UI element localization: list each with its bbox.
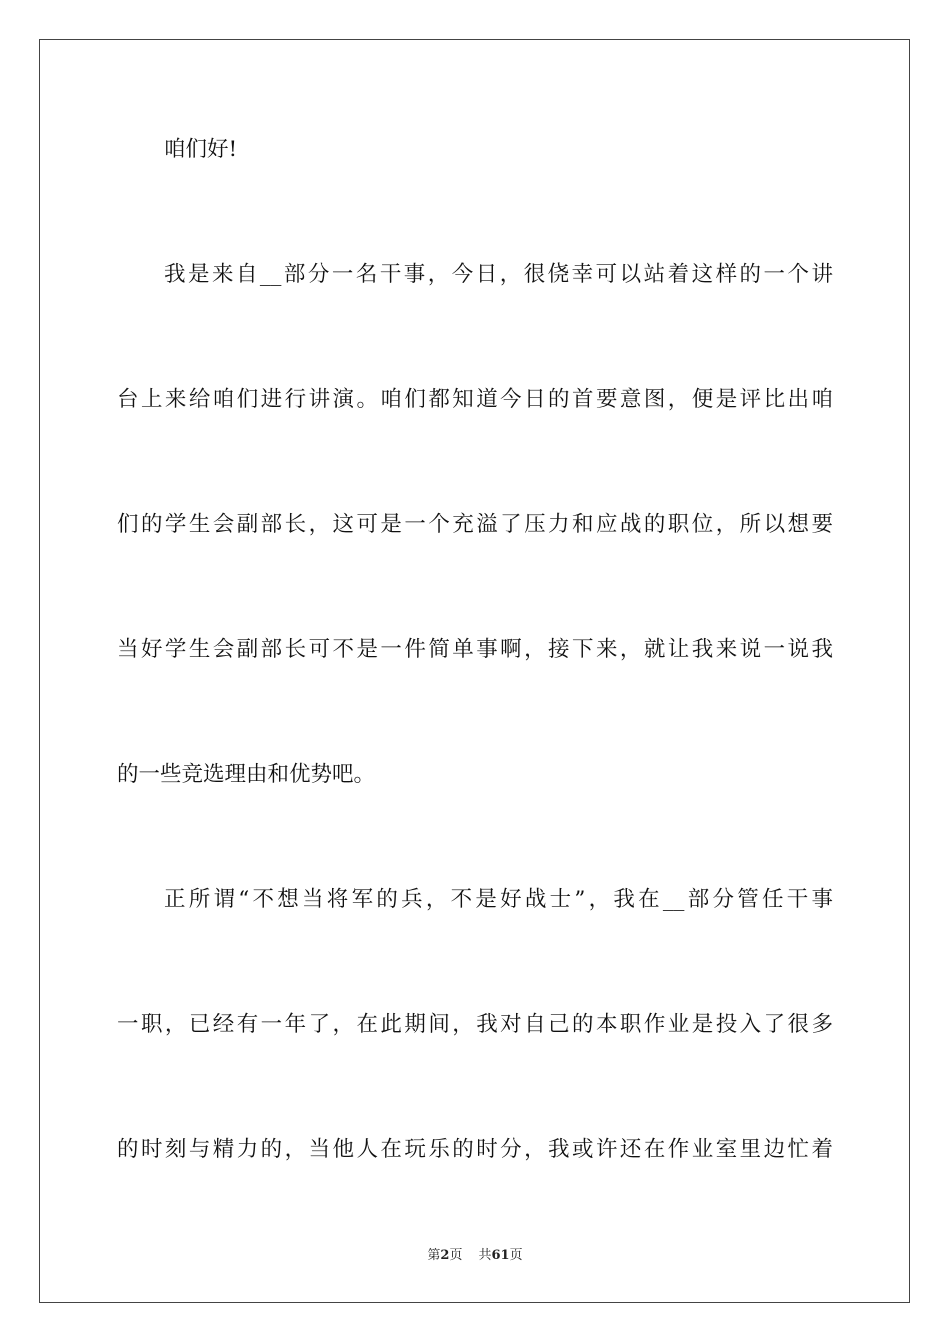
page-number: 2: [440, 1248, 450, 1263]
greeting-line: 咱们好!: [164, 137, 238, 162]
paragraph-line: 一职，已经有一年了，在此期间，我对自己的本职作业是投入了很多: [117, 1012, 833, 1037]
paragraph-line: 们的学生会副部长，这可是一个充溢了压力和应战的职位，所以想要: [117, 512, 833, 537]
paragraph-line: 台上来给咱们进行讲演。咱们都知道今日的首要意图，便是评比出咱: [117, 387, 833, 412]
page-suffix: 页: [449, 1248, 463, 1263]
paragraph-line: 我是来自__部分一名干事，今日，很侥幸可以站着这样的一个讲: [164, 262, 833, 287]
total-pages: 61: [491, 1248, 510, 1263]
paragraph-line: 当好学生会副部长可不是一件简单事啊，接下来，就让我来说一说我: [117, 637, 833, 662]
paragraph-line: 的时刻与精力的，当他人在玩乐的时分，我或许还在作业室里边忙着: [117, 1137, 833, 1162]
page-footer: [0, 1247, 950, 1265]
page-prefix: 第: [427, 1248, 441, 1263]
total-prefix: 共: [478, 1248, 492, 1263]
paragraph-line: 的一些竞选理由和优势吧。: [117, 762, 376, 787]
total-suffix: 页: [509, 1248, 523, 1263]
paragraph-line: 正所谓“不想当将军的兵，不是好战士”，我在__部分管任干事: [164, 887, 833, 912]
page-frame: [39, 39, 910, 1303]
